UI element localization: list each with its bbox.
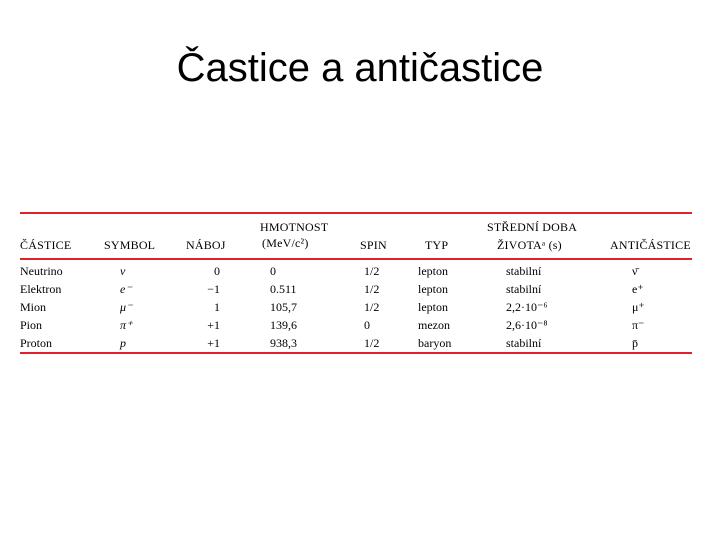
table-row [20,280,692,298]
cell-charge: 1 [214,300,220,314]
cell-type: lepton [418,264,448,278]
header-lifetime: STŘEDNÍ DOBA [487,220,578,234]
cell-lifetime: stabilní [506,336,542,350]
cell-charge: 0 [214,264,220,278]
cell-mass: 105,7 [270,300,297,314]
cell-mass: 938,3 [270,336,297,350]
header-antiparticle: ANTIČÁSTICE [610,238,691,252]
cell-spin: 1/2 [364,336,380,350]
cell-name: Pion [20,318,43,332]
cell-symbol: e⁻ [120,282,132,296]
cell-spin: 1/2 [364,282,380,296]
header-lifetime-unit: ŽIVOTAᵃ (s) [497,238,562,252]
cell-symbol: μ⁻ [120,300,133,314]
table-row [20,316,692,334]
cell-antiparticle: π⁻ [632,318,645,332]
header-symbol: SYMBOL [104,238,156,252]
table-row [20,298,692,316]
table-top-rule [20,212,692,214]
cell-antiparticle: μ⁺ [632,300,645,314]
cell-name: Mion [20,300,47,314]
cell-lifetime: stabilní [506,264,542,278]
table-header-rule [20,258,692,260]
cell-type: lepton [418,300,448,314]
cell-symbol: π⁺ [120,318,133,332]
header-spin: SPIN [360,238,387,252]
cell-charge: −1 [207,282,220,296]
header-charge: NÁBOJ [186,238,226,252]
cell-type: baryon [418,336,452,350]
header-mass: HMOTNOST [260,220,329,234]
header-particle: ČÁSTICE [20,238,72,252]
cell-mass: 0.511 [270,282,297,296]
cell-charge: +1 [207,336,220,350]
cell-type: mezon [418,318,450,332]
header-type: TYP [425,238,449,252]
cell-lifetime: stabilní [506,282,542,296]
cell-spin: 1/2 [364,300,380,314]
slide-title: Častice a antičastice [176,46,544,90]
cell-type: lepton [418,282,448,296]
cell-mass: 0 [270,264,276,278]
cell-lifetime: 2,2·10⁻⁶ [506,300,548,314]
table-bottom-rule [20,352,692,354]
cell-symbol: ν [120,264,126,278]
cell-antiparticle: e⁺ [632,282,644,296]
cell-antiparticle: p̄ [632,336,638,350]
cell-name: Proton [20,336,53,350]
cell-name: Elektron [20,282,62,296]
cell-spin: 1/2 [364,264,380,278]
cell-charge: +1 [207,318,220,332]
cell-mass: 139,6 [270,318,297,332]
table-row [20,334,692,352]
cell-lifetime: 2,6·10⁻⁸ [506,318,548,332]
cell-spin: 0 [364,318,370,332]
cell-name: Neutrino [20,264,63,278]
cell-symbol: p [120,336,126,350]
table-row [20,262,692,280]
particles-table [20,212,692,354]
cell-antiparticle: ν̄ [632,264,638,278]
header-mass-unit: (MeV/c²) [262,236,309,250]
